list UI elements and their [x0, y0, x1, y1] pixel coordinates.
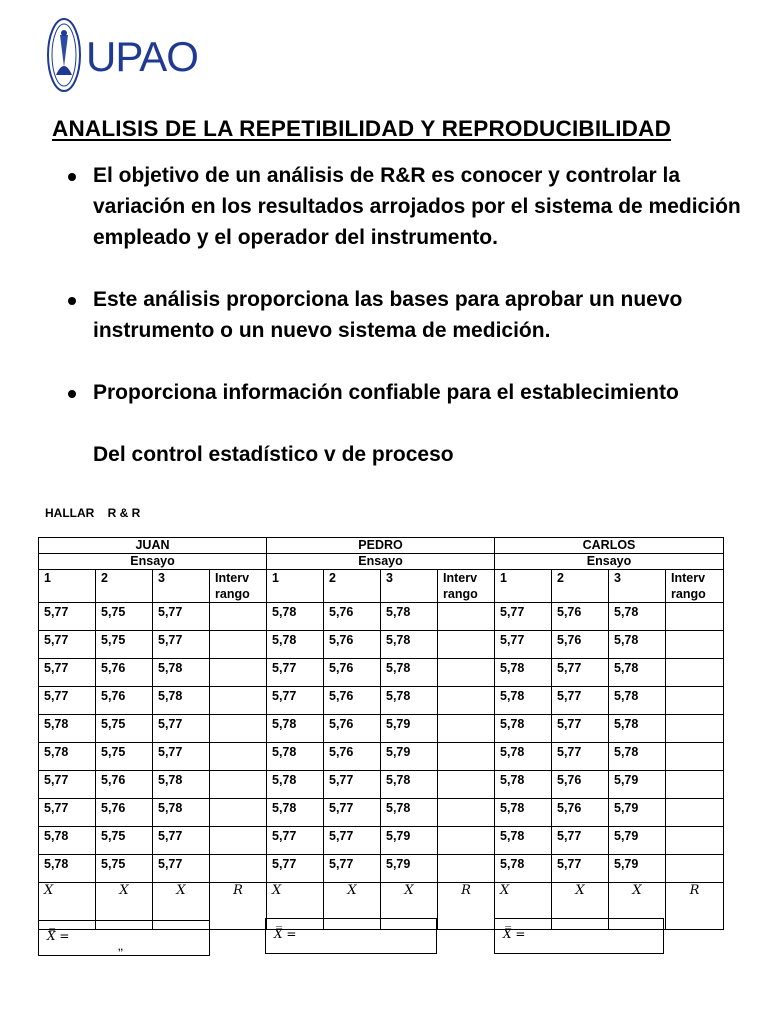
- column-header: Interv rango: [438, 570, 495, 603]
- continuation-text: Del control estadístico v de proceso: [93, 443, 454, 466]
- table-row: [39, 799, 724, 827]
- table-cell: [438, 799, 495, 827]
- table-cell: 5,79: [381, 715, 438, 743]
- table-cell: 5,78: [495, 771, 552, 799]
- table-cell: 5,76: [324, 659, 381, 687]
- table-cell: 5,78: [381, 659, 438, 687]
- table-cell: 5,76: [552, 631, 609, 659]
- table-cell: 5,79: [609, 771, 666, 799]
- list-item: [65, 160, 745, 253]
- column-header: 1: [267, 570, 324, 603]
- table-cell: 5,79: [381, 827, 438, 855]
- table-cell: 5,78: [267, 743, 324, 771]
- ensayo-header: Ensayo: [267, 554, 495, 570]
- table-cell: 5,77: [39, 603, 96, 631]
- university-seal-icon: [46, 17, 82, 93]
- table-cell: 5,78: [495, 715, 552, 743]
- table-cell: 5,77: [552, 827, 609, 855]
- table-cell: 5,77: [552, 743, 609, 771]
- r-bar-symbol: $\overline{R}$: [461, 883, 471, 898]
- table-cell: 5,78: [495, 743, 552, 771]
- table-row: [39, 603, 724, 631]
- table-cell: 5,78: [609, 631, 666, 659]
- table-row: [39, 743, 724, 771]
- table-cell: 5,79: [381, 743, 438, 771]
- range-mean-cell: [438, 883, 495, 930]
- page-title: ANALISIS DE LA REPETIBILIDAD Y REPRODUCIBILIDAD: [52, 116, 672, 141]
- x-bar-symbol: $\overline{X}$: [176, 883, 186, 898]
- table-cell: 5,77: [495, 631, 552, 659]
- table-cell: 5,78: [495, 827, 552, 855]
- table-cell: [666, 855, 724, 883]
- grand-mean-label: X̿ =: [274, 927, 297, 941]
- x-bar-symbol: $\overline{X}$: [575, 883, 585, 898]
- table-cell: 5,77: [153, 855, 210, 883]
- table-cell: 5,75: [96, 715, 153, 743]
- table-cell: [210, 743, 267, 771]
- table-cell: 5,76: [96, 659, 153, 687]
- table-cell: 5,78: [609, 603, 666, 631]
- table-cell: 5,76: [552, 799, 609, 827]
- table-cell: 5,78: [267, 715, 324, 743]
- table-cell: 5,78: [381, 771, 438, 799]
- table-cell: [666, 799, 724, 827]
- table-cell: 5,78: [495, 855, 552, 883]
- table-cell: [210, 659, 267, 687]
- x-bar-symbol: $\overline{X}$: [44, 883, 54, 898]
- grand-mean-box: [494, 918, 664, 954]
- table-cell: 5,76: [324, 631, 381, 659]
- ensayo-header: Ensayo: [39, 554, 267, 570]
- table-cell: [438, 603, 495, 631]
- column-header: 2: [552, 570, 609, 603]
- bullet-text: Proporciona información confiable para el establecimiento: [93, 381, 679, 404]
- table-row: [39, 855, 724, 883]
- table-cell: 5,78: [267, 603, 324, 631]
- x-bar-symbol: $\overline{X}$: [119, 883, 129, 898]
- table-cell: 5,77: [39, 799, 96, 827]
- table-row: [39, 827, 724, 855]
- r-bar-symbol: $\overline{R}$: [233, 883, 243, 898]
- table-cell: 5,78: [39, 827, 96, 855]
- column-header: 2: [324, 570, 381, 603]
- table-cell: 5,78: [39, 715, 96, 743]
- table-cell: 5,79: [609, 799, 666, 827]
- grand-mean-label: X̿ =: [47, 929, 70, 943]
- table-cell: 5,78: [381, 631, 438, 659]
- table-cell: [666, 715, 724, 743]
- range-mean-cell: [210, 883, 267, 930]
- table-cell: 5,76: [552, 603, 609, 631]
- table-cell: 5,77: [267, 659, 324, 687]
- r-bar-symbol: $\overline{R}$: [689, 883, 700, 898]
- table-cell: 5,75: [96, 743, 153, 771]
- column-header: 3: [153, 570, 210, 603]
- table-cell: 5,77: [267, 687, 324, 715]
- bullet-dot-icon: [68, 390, 76, 398]
- upao-logo: [46, 16, 198, 94]
- table-cell: [438, 743, 495, 771]
- bullet-dot-icon: [68, 297, 76, 305]
- table-cell: [666, 827, 724, 855]
- x-bar-symbol: $\overline{X}$: [347, 883, 357, 898]
- list-item: [65, 377, 745, 408]
- rr-data-table: [38, 537, 724, 930]
- column-header: 1: [39, 570, 96, 603]
- table-cell: 5,76: [96, 799, 153, 827]
- table-cell: [438, 631, 495, 659]
- table-cell: 5,76: [324, 743, 381, 771]
- table-cell: 5,77: [324, 771, 381, 799]
- range-mean-cell: [666, 883, 724, 930]
- table-cell: 5,76: [324, 687, 381, 715]
- table-row: [39, 687, 724, 715]
- table-cell: 5,78: [495, 659, 552, 687]
- table-cell: 5,78: [267, 631, 324, 659]
- bullet-list: [65, 160, 745, 470]
- table-cell: [438, 715, 495, 743]
- table-cell: [210, 855, 267, 883]
- operator-header: PEDRO: [267, 538, 495, 554]
- list-item: [65, 284, 745, 346]
- table-cell: 5,77: [267, 855, 324, 883]
- column-header: 3: [381, 570, 438, 603]
- table-cell: [438, 771, 495, 799]
- table-cell: [210, 771, 267, 799]
- column-header: 1: [495, 570, 552, 603]
- table-cell: 5,75: [96, 631, 153, 659]
- table-cell: 5,78: [39, 855, 96, 883]
- column-header: 2: [96, 570, 153, 603]
- table-cell: 5,77: [153, 743, 210, 771]
- table-cell: 5,77: [153, 827, 210, 855]
- table-cell: 5,78: [381, 603, 438, 631]
- table-cell: [438, 827, 495, 855]
- operator-header: JUAN: [39, 538, 267, 554]
- table-cell: 5,78: [153, 659, 210, 687]
- table-cell: 5,76: [324, 715, 381, 743]
- table-cell: 5,77: [153, 631, 210, 659]
- grand-mean-box: [265, 918, 437, 954]
- table-cell: 5,77: [267, 827, 324, 855]
- exercise-label: HALLAR R & R: [45, 506, 141, 520]
- table-cell: 5,79: [381, 855, 438, 883]
- table-cell: 5,77: [39, 687, 96, 715]
- table-cell: 5,78: [153, 799, 210, 827]
- grand-mean-label: X̿ =: [503, 927, 526, 941]
- table-cell: 5,77: [552, 659, 609, 687]
- table-cell: 5,76: [96, 771, 153, 799]
- table-cell: [666, 659, 724, 687]
- column-header: Interv rango: [210, 570, 267, 603]
- x-bar-symbol: $\overline{X}$: [632, 883, 642, 898]
- table-cell: 5,75: [96, 855, 153, 883]
- table-cell: 5,78: [495, 799, 552, 827]
- column-header: 3: [609, 570, 666, 603]
- table-cell: [438, 659, 495, 687]
- table-cell: [666, 743, 724, 771]
- table-cell: 5,75: [96, 827, 153, 855]
- x-bar-symbol: $\overline{X}$: [500, 883, 510, 898]
- table-cell: [666, 687, 724, 715]
- table-cell: 5,77: [324, 855, 381, 883]
- table-row: [39, 715, 724, 743]
- table-cell: 5,76: [96, 687, 153, 715]
- bullet-dot-icon: [68, 173, 76, 181]
- table-cell: 5,78: [381, 687, 438, 715]
- table-cell: 5,78: [153, 771, 210, 799]
- table-cell: 5,78: [609, 659, 666, 687]
- x-bar-symbol: $\overline{X}$: [272, 883, 282, 898]
- operator-header: CARLOS: [495, 538, 724, 554]
- table-cell: [210, 827, 267, 855]
- table-cell: 5,76: [552, 771, 609, 799]
- table-cell: 5,78: [495, 687, 552, 715]
- bullet-text: Este análisis proporciona las bases para aprobar un nuevo instrumento o un nuevo sistema de medición.: [93, 288, 683, 342]
- table-cell: 5,77: [495, 603, 552, 631]
- table-cell: 5,78: [609, 715, 666, 743]
- table-cell: 5,78: [267, 771, 324, 799]
- table-cell: 5,77: [39, 771, 96, 799]
- table-cell: 5,77: [552, 855, 609, 883]
- table-cell: [210, 603, 267, 631]
- table-cell: [666, 603, 724, 631]
- table-cell: 5,77: [153, 715, 210, 743]
- table-cell: [210, 631, 267, 659]
- table-row: [39, 771, 724, 799]
- grand-mean-box: [38, 920, 210, 956]
- table-cell: 5,78: [381, 799, 438, 827]
- table-cell: 5,78: [609, 687, 666, 715]
- table-cell: 5,77: [552, 715, 609, 743]
- table-cell: 5,77: [153, 603, 210, 631]
- table-cell: 5,79: [609, 855, 666, 883]
- table-cell: 5,78: [609, 743, 666, 771]
- table-cell: [210, 687, 267, 715]
- logo-text: UPAO: [86, 33, 198, 80]
- table-cell: [438, 687, 495, 715]
- table-cell: 5,77: [39, 659, 96, 687]
- table-cell: 5,79: [609, 827, 666, 855]
- table-cell: 5,78: [267, 799, 324, 827]
- table-cell: 5,76: [324, 603, 381, 631]
- table-cell: [210, 799, 267, 827]
- x-bar-symbol: $\overline{X}$: [404, 883, 414, 898]
- table-cell: 5,77: [39, 631, 96, 659]
- ensayo-header: Ensayo: [495, 554, 724, 570]
- table-cell: 5,77: [324, 799, 381, 827]
- bullet-text: El objetivo de un análisis de R&R es conocer y controlar la variación en los resultados arrojados por el sistema de medición empleado y el operador del instrumento.: [93, 164, 741, 249]
- column-header: Interv rango: [666, 570, 724, 603]
- table-cell: [666, 631, 724, 659]
- stray-mark: ,,: [118, 942, 124, 952]
- table-cell: [210, 715, 267, 743]
- table-cell: [438, 855, 495, 883]
- table-cell: 5,78: [39, 743, 96, 771]
- table-cell: 5,75: [96, 603, 153, 631]
- table-cell: 5,77: [324, 827, 381, 855]
- table-cell: 5,77: [552, 687, 609, 715]
- table-cell: 5,78: [153, 687, 210, 715]
- table-row: [39, 659, 724, 687]
- table-row: [39, 631, 724, 659]
- table-cell: [666, 771, 724, 799]
